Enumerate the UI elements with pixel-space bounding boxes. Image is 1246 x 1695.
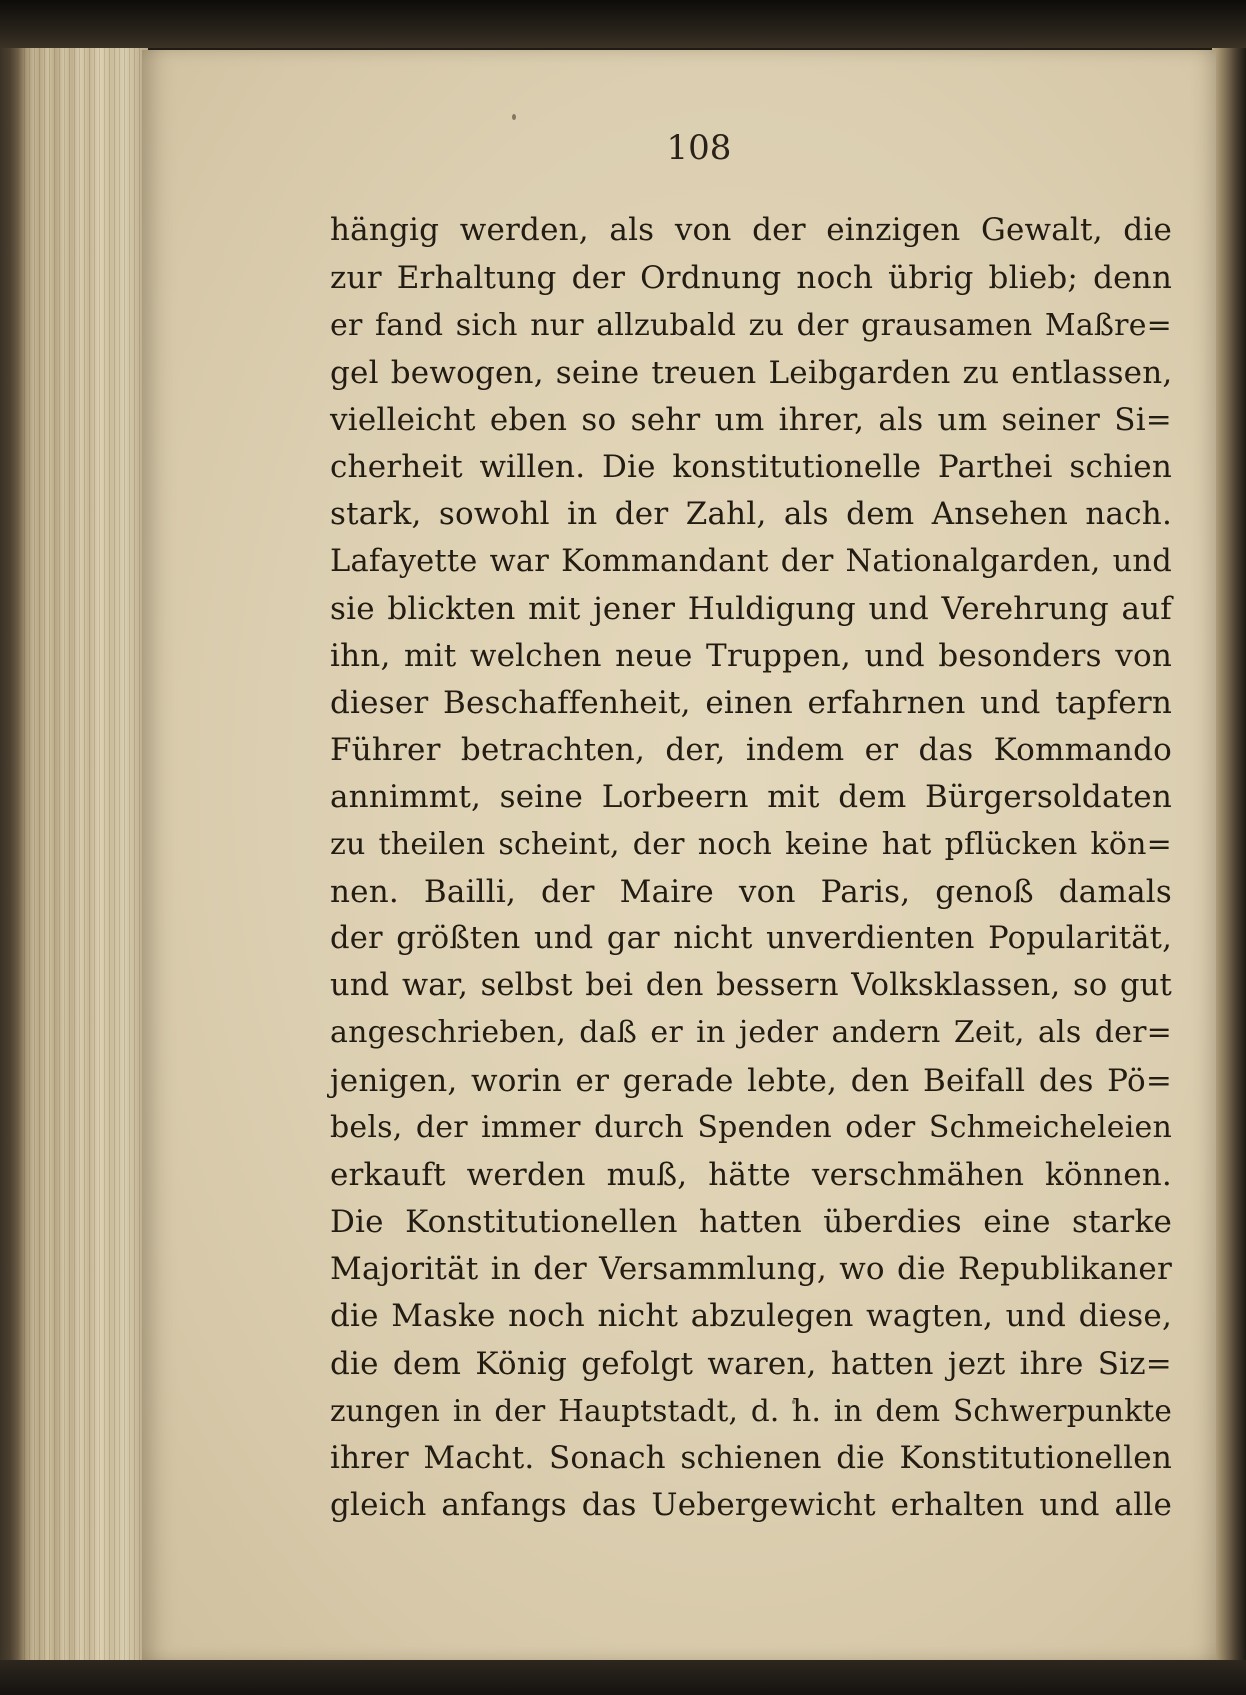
text-line: und war, selbst bei den bessern Volksklassen, so gut xyxy=(330,968,1172,1003)
text-line: annimmt, seine Lorbeern mit dem Bürgersoldaten xyxy=(330,779,1172,815)
text-line: jenigen, worin er gerade lebte, den Beifall des Pö= xyxy=(330,1063,1172,1099)
text-line: nen. Bailli, der Maire von Paris, genoß damals xyxy=(330,874,1172,910)
text-line: Majorität in der Versammlung, wo die Republikaner xyxy=(330,1251,1172,1287)
text-line: ihrer Macht. Sonach schienen die Konstitutionellen xyxy=(330,1440,1172,1476)
text-line: hängig werden, als von der einzigen Gewalt, die xyxy=(330,212,1172,248)
book-binding-edge xyxy=(1212,48,1246,1660)
text-line: Führer betrachten, der, indem er das Kommando xyxy=(330,732,1172,768)
text-line: stark, sowohl in der Zahl, als dem Ansehen nach. xyxy=(330,496,1172,532)
text-line: angeschrieben, daß er in jeder andern Zeit, als der= xyxy=(330,1015,1172,1050)
text-line: er fand sich nur allzubald zu der grausamen Maßre= xyxy=(330,308,1172,343)
page-number: 108 xyxy=(666,128,732,168)
text-line: zu theilen scheint, der noch keine hat pflücken kön= xyxy=(330,827,1172,862)
scan-border-bottom xyxy=(0,1660,1246,1695)
text-line: gel bewogen, seine treuen Leibgarden zu entlassen, xyxy=(330,355,1173,391)
text-line: die Maske noch nicht abzulegen wagten, und diese, xyxy=(330,1298,1172,1334)
text-line: der größten und gar nicht unverdienten Popularität, xyxy=(330,921,1172,956)
text-line: die dem König gefolgt waren, hatten jezt ihre Siz= xyxy=(330,1346,1172,1382)
text-line: zungen in der Hauptstadt, d. h. in dem Schwerpunkte xyxy=(330,1394,1172,1428)
scan-border-top xyxy=(0,0,1246,48)
text-line: dieser Beschaffenheit, einen erfahrnen und tapfern xyxy=(330,685,1172,721)
text-line: bels, der immer durch Spenden oder Schmeicheleien xyxy=(330,1110,1172,1145)
text-line: vielleicht eben so sehr um ihrer, als um seiner Si= xyxy=(330,402,1172,438)
text-line: ihn, mit welchen neue Truppen, und besonders von xyxy=(330,638,1172,674)
text-line: zur Erhaltung der Ordnung noch übrig blieb; denn xyxy=(330,260,1172,296)
text-line: Die Konstitutionellen hatten überdies eine starke xyxy=(330,1204,1172,1240)
text-line: Lafayette war Kommandant der Nationalgarden, und xyxy=(330,544,1172,579)
text-line: sie blickten mit jener Huldigung und Verehrung auf xyxy=(330,591,1172,627)
text-line: gleich anfangs das Uebergewicht erhalten und alle xyxy=(330,1487,1172,1523)
paper-speck xyxy=(512,114,516,120)
text-line: erkauft werden muß, hätte verschmähen können. xyxy=(330,1157,1172,1193)
page-stack-texture xyxy=(24,48,144,1660)
text-line: cherheit willen. Die konstitutionelle Parthei schien xyxy=(330,449,1172,485)
